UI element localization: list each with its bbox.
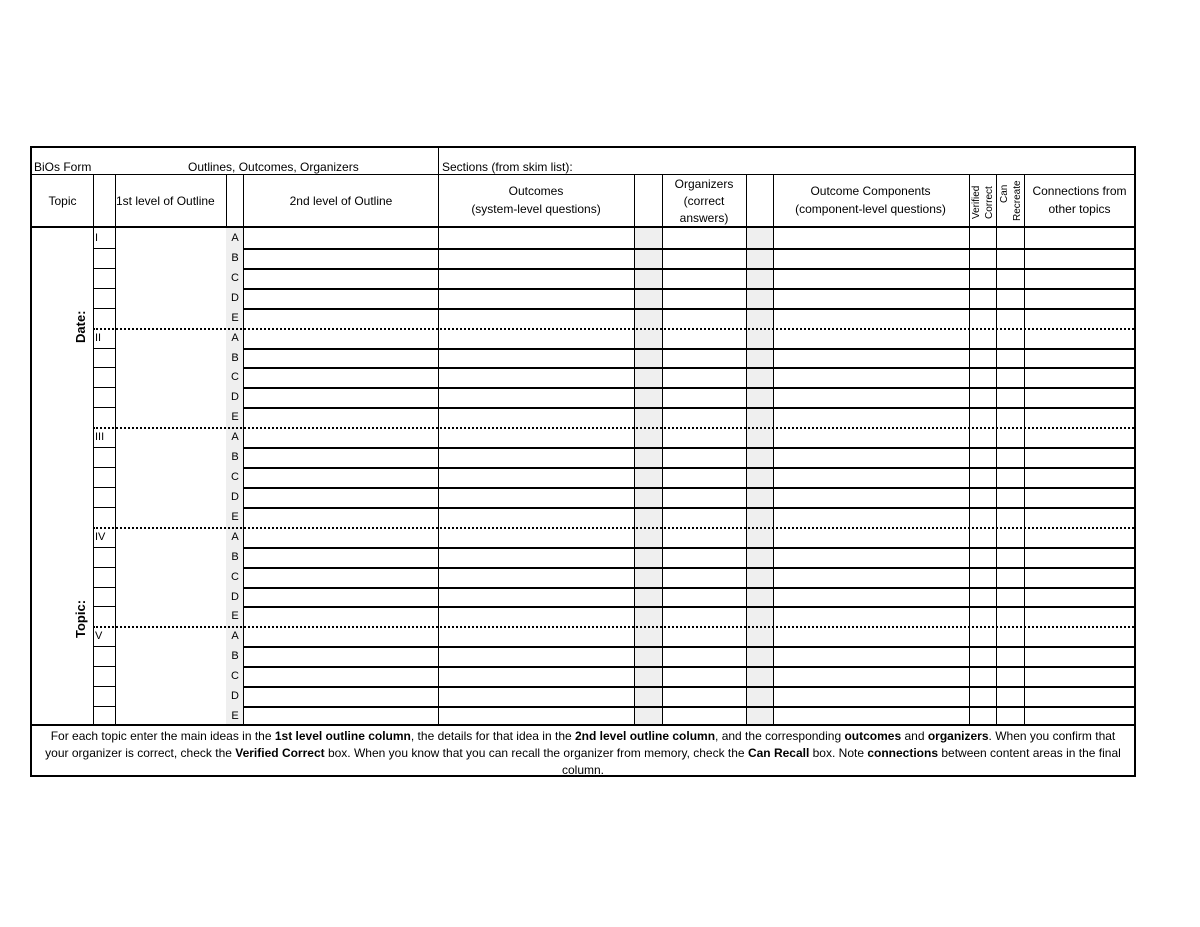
row-line	[93, 666, 115, 667]
instruction-emphasis: Can Recall	[747, 746, 810, 760]
instruction-text: . When you confirm that your organizer is correct, check the	[45, 729, 1116, 760]
sections-label: Sections (from skim list):	[442, 160, 573, 174]
roman-numeral: II	[95, 331, 102, 344]
column-divider	[1024, 174, 1025, 724]
outline-letter: A	[231, 630, 239, 643]
row-line	[93, 507, 115, 508]
outline-letter: D	[231, 490, 239, 503]
row-line	[93, 646, 115, 647]
row-line	[93, 467, 115, 468]
outline-letter: D	[231, 590, 239, 603]
outline-letter: C	[231, 471, 239, 484]
outline-letter: C	[231, 371, 239, 384]
row-line	[243, 666, 1134, 668]
roman-numeral: IV	[95, 530, 106, 543]
section-divider	[93, 626, 1134, 628]
row-line	[243, 268, 1134, 270]
outline-letter: B	[231, 351, 239, 364]
instruction-emphasis: 1st level outline column	[274, 729, 411, 743]
row-line	[93, 567, 115, 568]
instruction-text: , and the corresponding	[715, 729, 845, 743]
instructions-footer	[32, 726, 1134, 775]
outline-letter: B	[231, 650, 239, 663]
row-line	[93, 606, 115, 607]
section-divider	[93, 328, 1134, 330]
instruction-text: between content areas in the final column.	[561, 746, 1121, 777]
outline-letter: A	[231, 331, 239, 344]
header-outcomes-line1: Outcomes	[508, 184, 564, 198]
header-connections-line1: Connections from	[1032, 184, 1127, 198]
header-correct: Correct	[984, 186, 995, 219]
instruction-text: and	[901, 729, 928, 743]
outline-letter: D	[231, 291, 239, 304]
roman-numeral: V	[95, 630, 103, 643]
row-line	[93, 686, 115, 687]
outline-letter: C	[231, 670, 239, 683]
column-divider	[243, 174, 244, 724]
outline-letter: C	[231, 271, 239, 284]
row-line	[243, 367, 1134, 369]
row-line	[243, 547, 1134, 549]
row-line	[93, 487, 115, 488]
instruction-text: , the details for that idea in the	[410, 729, 575, 743]
row-line	[243, 706, 1134, 708]
row-line	[93, 387, 115, 388]
row-line	[243, 467, 1134, 469]
outline-letter: E	[231, 610, 239, 623]
column-divider	[438, 174, 439, 724]
row-line	[243, 248, 1134, 250]
form-subtitle: Outlines, Outcomes, Organizers	[188, 160, 359, 174]
header-components-line2: (component-level questions)	[795, 202, 946, 216]
header-outline-2: 2nd level of Outline	[289, 194, 393, 208]
outline-letter: D	[231, 391, 239, 404]
row-line	[93, 268, 115, 269]
bios-form-sheet	[30, 146, 1136, 777]
section-divider	[93, 427, 1134, 429]
row-line	[243, 447, 1134, 449]
column-divider	[226, 174, 227, 226]
blank-column-shade	[746, 228, 773, 725]
outline-letter: B	[231, 451, 239, 464]
column-divider	[746, 174, 747, 724]
header-topic: Topic	[48, 194, 77, 208]
row-line	[243, 308, 1134, 310]
column-divider	[115, 174, 116, 724]
row-line	[93, 248, 115, 249]
header-organizers-line3: answers)	[679, 211, 729, 225]
row-line	[243, 487, 1134, 489]
column-divider	[969, 174, 970, 724]
outline-letter: E	[231, 311, 239, 324]
instruction-text: box. Note	[809, 746, 868, 760]
row-line	[93, 407, 115, 408]
row-line	[243, 587, 1134, 589]
header-components-line1: Outcome Components	[810, 184, 931, 198]
roman-numeral: III	[95, 431, 105, 444]
side-label-topic: Topic:	[73, 599, 88, 638]
row-line	[243, 686, 1134, 688]
outline-letter: E	[231, 710, 239, 723]
outline-letter: A	[231, 232, 239, 244]
title-divider	[438, 148, 439, 174]
blank-column-shade	[634, 228, 662, 725]
column-divider	[773, 174, 774, 724]
side-label-date: Date:	[73, 310, 88, 343]
form-name: BiOs Form	[34, 160, 92, 174]
row-line	[93, 288, 115, 289]
outline-letter: C	[231, 570, 239, 583]
header-outcomes-line2: (system-level questions)	[471, 202, 601, 216]
header-organizers-line1: Organizers	[674, 177, 734, 191]
row-line	[93, 348, 115, 349]
row-line	[93, 706, 115, 707]
row-line	[243, 567, 1134, 569]
outline-letter: B	[231, 550, 239, 563]
row-line	[243, 507, 1134, 509]
outline-letter: E	[231, 510, 239, 523]
row-line	[93, 447, 115, 448]
row-line	[243, 646, 1134, 648]
instruction-text: box. When you know that you can recall the organizer from memory, check the	[324, 746, 748, 760]
row-line	[243, 606, 1134, 608]
column-divider	[634, 174, 635, 724]
outline-letter: B	[231, 251, 239, 264]
outline-letter: E	[231, 411, 239, 424]
instruction-emphasis: 2nd level outline column	[575, 729, 716, 743]
column-divider	[93, 174, 94, 724]
instruction-emphasis: outcomes	[844, 729, 902, 743]
row-line	[243, 387, 1134, 389]
header-recreate: Recreate	[1012, 180, 1023, 221]
instruction-emphasis: organizers	[927, 729, 989, 743]
row-line	[93, 367, 115, 368]
instruction-emphasis: connections	[867, 746, 939, 760]
row-line	[243, 348, 1134, 350]
row-line	[93, 308, 115, 309]
row-line	[243, 288, 1134, 290]
row-line	[93, 547, 115, 548]
roman-numeral: I	[95, 232, 99, 244]
column-divider	[996, 174, 997, 724]
outline-letter: A	[231, 530, 239, 543]
column-divider	[662, 174, 663, 724]
row-line	[93, 587, 115, 588]
row-line	[243, 407, 1134, 409]
outline-letter: A	[231, 431, 239, 444]
header-verified: Verified	[971, 185, 982, 219]
header-organizers-line2: (correct	[683, 194, 725, 208]
outline-letter: D	[231, 690, 239, 703]
instruction-emphasis: Verified Correct	[235, 746, 325, 760]
header-outline-1: 1st level of Outline	[116, 194, 215, 208]
section-divider	[93, 527, 1134, 529]
header-can: Can	[999, 184, 1010, 203]
header-connections-line2: other topics	[1048, 202, 1111, 216]
instruction-text: For each topic enter the main ideas in the	[50, 729, 275, 743]
